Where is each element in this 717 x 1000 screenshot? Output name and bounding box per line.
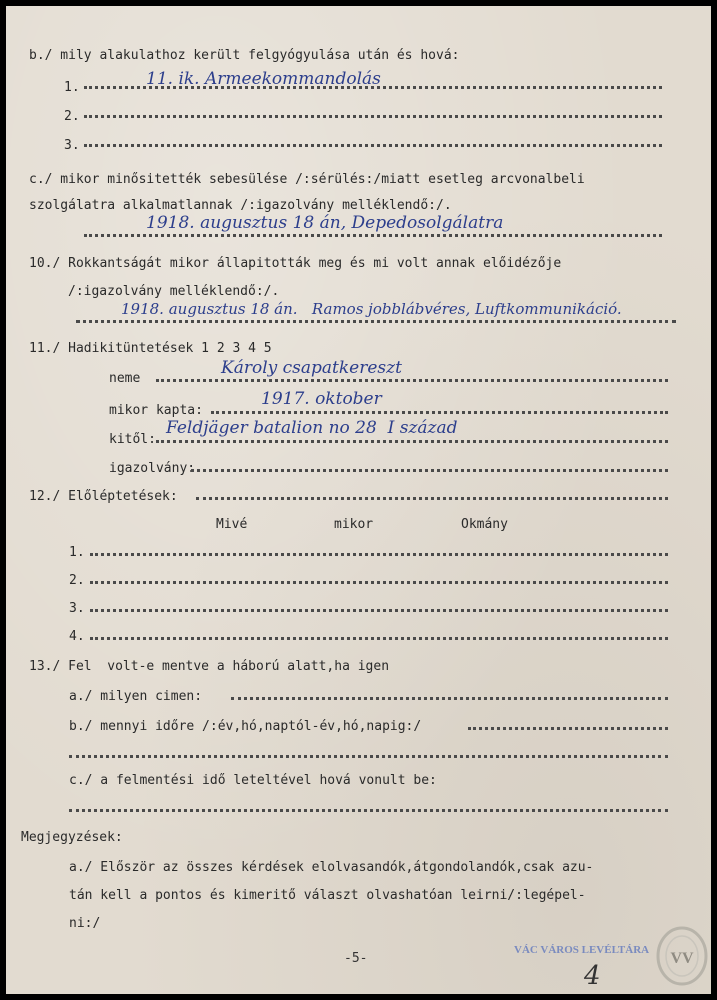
q12-label: 12./ Előléptetések: — [29, 489, 178, 504]
q13-b-label: b./ mennyi időre /:év,hó,naptól-év,hó,napig:/ — [69, 719, 422, 734]
q11-kitol-answer: Feldjäger batalion no 28 I század — [166, 418, 458, 438]
q12-item-3-number: 3. — [69, 601, 85, 616]
svg-text:VV: VV — [670, 950, 694, 967]
q11-neme-label: neme — [109, 371, 141, 386]
q12-item-1-number: 1. — [69, 545, 85, 560]
q9c-answer: 1918. augusztus 18 án, Depedosolgálatra — [146, 213, 504, 233]
q9c-line-1: c./ mikor minősitették sebesülése /:sérülés:/miatt esetleg arcvonalbeli — [29, 172, 585, 187]
q10-line-2: /:igazolvány melléklendő:/. — [68, 284, 280, 299]
q9c-line-2: szolgálatra alkalmatlannak /:igazolvány melléklendő:/. — [29, 198, 452, 213]
notes-line-1: a./ Először az összes kérdések elolvasandók,átgondolandók,csak azu- — [69, 860, 594, 875]
q12-line-3 — [90, 609, 668, 612]
q12-line — [196, 497, 668, 500]
q13-b-line — [468, 727, 668, 730]
q13-c-label: c./ a felmentési idő leteltével hová vonult be: — [69, 773, 437, 788]
q11-igazolvany-label: igazolvány: — [109, 461, 196, 476]
q10-answer-line — [76, 320, 676, 323]
q11-mikor-label: mikor kapta: — [109, 403, 203, 418]
q10-answer: 1918. augusztus 18 án. Ramos jobblábvéres, Luftkommunikáció. — [121, 300, 622, 318]
q9b-item-2-number: 2. — [64, 109, 80, 124]
q13-a-line — [231, 697, 668, 700]
q9b-item-1-number: 1. — [64, 80, 80, 95]
q11-kitol-label: kitől: — [109, 432, 156, 447]
q13-label: 13./ Fel volt-e mentve a háború alatt,ha igen — [29, 659, 390, 674]
q9b-label: b./ mily alakulathoz került felgyógyulása után és hová: — [29, 48, 460, 63]
q11-neme-answer: Károly csapatkereszt — [221, 358, 402, 378]
q12-column-mikor: mikor — [334, 517, 374, 532]
q11-neme-line — [156, 379, 668, 382]
archive-stamp: VÁC VÁROS LEVÉLTÁRA — [514, 944, 650, 956]
notes-line-3: ni:/ — [69, 916, 101, 931]
q12-column-okmany: Okmány — [461, 517, 508, 532]
q12-line-1 — [90, 553, 668, 556]
q9b-item-3-number: 3. — [64, 138, 80, 153]
q9b-answer-1: 11. ik. Armeekommandolás — [146, 69, 381, 89]
q13-b-line-2 — [69, 755, 668, 758]
handwritten-page-number: 4 — [584, 961, 601, 991]
q12-line-4 — [90, 637, 668, 640]
q11-kitol-line — [156, 440, 668, 443]
q9c-answer-line — [84, 234, 662, 237]
page-number: -5- — [344, 951, 368, 966]
q12-item-4-number: 4. — [69, 629, 85, 644]
q13-a-label: a./ milyen cimen: — [69, 689, 203, 704]
q12-line-2 — [90, 581, 668, 584]
q12-column-mive: Mivé — [216, 517, 248, 532]
notes-line-2: tán kell a pontos és kimeritő választ olvashatóan leirni/:legépel- — [69, 888, 586, 903]
q11-mikor-answer: 1917. oktober — [261, 389, 382, 409]
q9b-line-3 — [84, 144, 662, 147]
q11-mikor-line — [211, 411, 668, 414]
q12-item-2-number: 2. — [69, 573, 85, 588]
notes-title: Megjegyzések: — [21, 830, 123, 845]
q9b-line-2 — [84, 115, 662, 118]
archive-seal-icon — [656, 926, 708, 986]
q11-igazolvany-line — [191, 469, 668, 472]
q10-line-1: 10./ Rokkantságát mikor állapitották meg és mi volt annak előidézője — [29, 256, 562, 271]
q13-c-line — [69, 809, 668, 812]
document-page — [6, 6, 711, 994]
q11-label: 11./ Hadikitüntetések 1 2 3 4 5 — [29, 341, 272, 356]
